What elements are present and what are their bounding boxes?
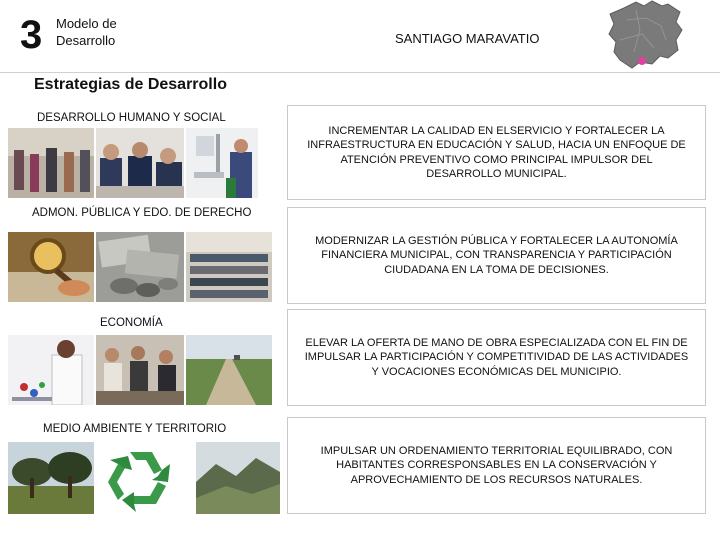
- photo-laboratory: [8, 335, 94, 405]
- photo-money-coins: [96, 232, 184, 302]
- photo-magnifier-documents: [8, 232, 94, 302]
- header-divider: [0, 72, 720, 73]
- model-label: [56, 15, 117, 49]
- category-label-public-admin: ADMON. PÚBLICA Y EDO. DE DERECHO: [32, 207, 252, 219]
- strategy-box-human-social: INCREMENTAR LA CALIDAD EN ELSERVICIO Y FORTALECER LA INFRAESTRUCTURA EN EDUCACIÓN Y SALUD, HACIA UN ENFOQUE DE ATENCIÓN PREVENTIVO COMO PRINCIPAL IMPULSOR DEL DESARROLLO MUNICIPAL.: [287, 105, 706, 200]
- section-title: Estrategias de Desarrollo: [34, 76, 227, 93]
- municipality-name: SANTIAGO MARAVATIO: [395, 31, 540, 46]
- model-label-line2: Desarrollo: [56, 33, 116, 48]
- category-label-economy: ECONOMÍA: [100, 317, 163, 329]
- photo-workshop-training: [96, 335, 184, 405]
- model-label-line1: Modelo de: [56, 16, 117, 31]
- photo-rural-road: [186, 335, 272, 405]
- photo-students-classroom: [96, 128, 184, 198]
- section-number: 3: [20, 13, 42, 57]
- category-label-environment: MEDIO AMBIENTE Y TERRITORIO: [43, 423, 227, 435]
- strategy-box-economy: ELEVAR LA OFERTA DE MANO DE OBRA ESPECIALIZADA CON EL FIN DE IMPULSAR LA PARTICIPACIÓN Y COMPETITIVIDAD DE LAS ACTIVIDADES Y VOCACIONES ECONÓMICAS DEL MUNICIPIO.: [287, 309, 706, 406]
- strategy-box-environment: IMPULSAR UN ORDENAMIENTO TERRITORIAL EQUILIBRADO, CON HABITANTES CORRESPONSABLES EN LA CONSERVACIÓN Y APROVECHAMIENTO DE LOS RECURSOS NATURALES.: [287, 417, 706, 514]
- photo-trees-landscape: [8, 442, 94, 514]
- photo-public-assembly: [186, 232, 272, 302]
- strategy-box-public-admin: MODERNIZAR LA GESTIÓN PÚBLICA Y FORTALECER LA AUTONOMÍA FINANCIERA MUNICIPAL, CON TRANSPARENCIA Y PARTICIPACIÓN CIUDADANA EN LA TOMA DE DECISIONES.: [287, 207, 706, 304]
- category-label-human-social: DESARROLLO HUMANO Y SOCIAL: [37, 112, 226, 124]
- photo-health-clinic: [186, 128, 258, 198]
- recycle-icon: [100, 442, 182, 514]
- state-map-icon: [606, 0, 686, 70]
- photo-mountain-valley: [196, 442, 280, 514]
- photo-community-meeting: [8, 128, 94, 198]
